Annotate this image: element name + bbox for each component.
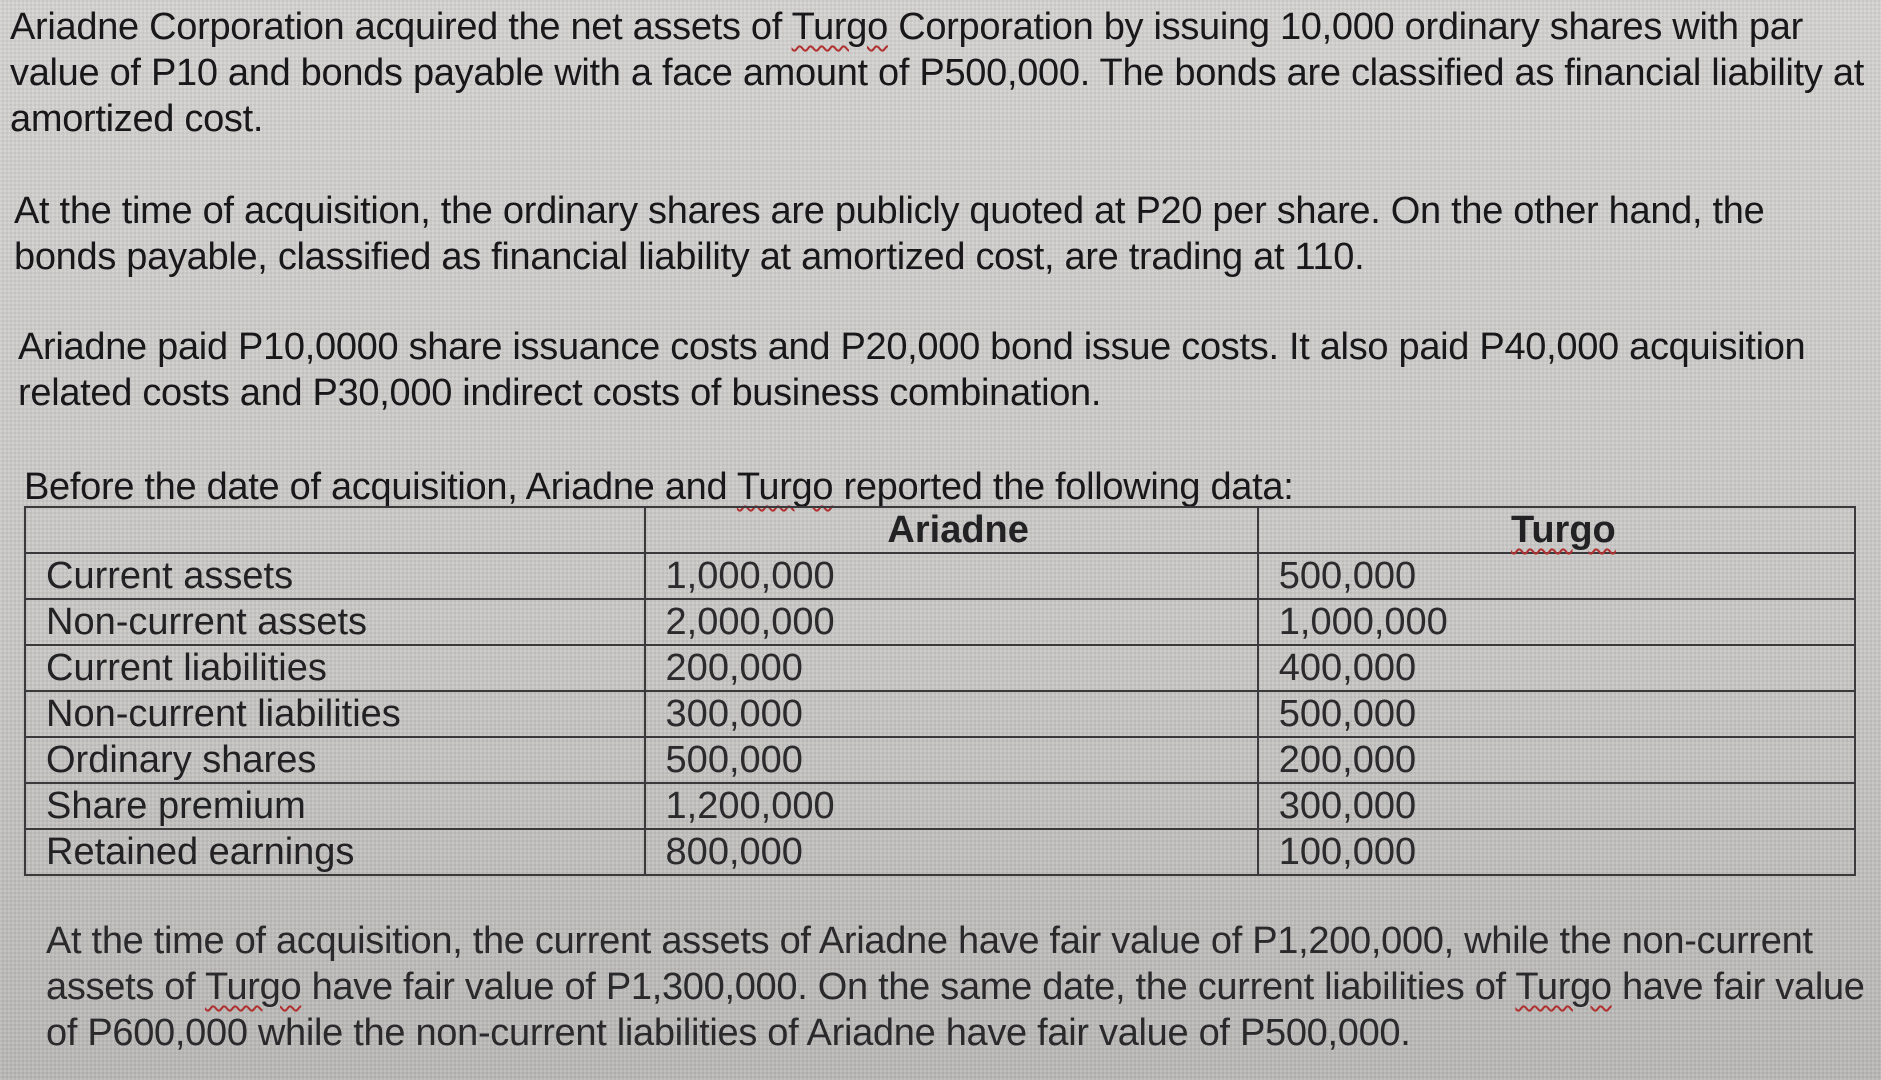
table-row — [25, 691, 1855, 737]
table-row — [25, 783, 1855, 829]
table-row — [25, 737, 1855, 783]
row-label: Current liabilities — [25, 645, 645, 691]
ariadne-value: 500,000 — [645, 737, 1258, 783]
ariadne-value: 200,000 — [645, 645, 1258, 691]
p5-turgo-1: Turgo — [204, 966, 302, 1008]
paragraph-quotes: At the time of acquisition, the ordinary shares are publicly quoted at P20 per share. On the other hand, the bonds payable, classified as financial liability at amortized cost, are trading at 110. — [14, 190, 1765, 278]
p5-turgo-2: Turgo — [1515, 966, 1612, 1008]
row-label: Current assets — [25, 553, 645, 599]
p1-text-before: Ariadne Corporation acquired the net assets of — [10, 6, 792, 48]
ariadne-value: 1,000,000 — [645, 553, 1258, 599]
turgo-value: 500,000 — [1258, 691, 1855, 737]
table-header-row — [25, 507, 1855, 553]
p5-text-c: have fair value of P600,000 while the non-current liabilities of Ariadne have fair value of P500,000. — [46, 966, 1865, 1054]
row-label: Ordinary shares — [25, 737, 645, 783]
turgo-value: 300,000 — [1258, 783, 1855, 829]
p4-text-before: Before the date of acquisition, Ariadne and — [24, 466, 737, 508]
table-row — [25, 645, 1855, 691]
table-row — [25, 553, 1855, 599]
ariadne-value: 300,000 — [645, 691, 1258, 737]
header-ariadne: Ariadne — [645, 507, 1258, 553]
turgo-value: 100,000 — [1258, 829, 1855, 875]
turgo-value: 400,000 — [1258, 645, 1855, 691]
ariadne-value: 1,200,000 — [645, 783, 1258, 829]
paragraph-table-intro — [24, 464, 1424, 510]
header-turgo — [1258, 507, 1855, 553]
paragraph-costs: Ariadne paid P10,0000 share issuance costs and P20,000 bond issue costs. It also paid P40,000 acquisition related costs and P30,000 indirect costs of business combination. — [18, 326, 1806, 414]
p4-turgo: Turgo — [736, 466, 834, 508]
p4-text-after: reported the following data: — [833, 466, 1294, 508]
turgo-value: 500,000 — [1258, 553, 1855, 599]
header-turgo-text: Turgo — [1510, 509, 1616, 551]
p5-text-b: have fair value of P1,300,000. On the same date, the current liabilities of — [301, 966, 1516, 1008]
ariadne-value: 800,000 — [645, 829, 1258, 875]
row-label: Retained earnings — [25, 829, 645, 875]
row-label: Share premium — [25, 783, 645, 829]
row-label: Non-current liabilities — [25, 691, 645, 737]
paragraph-fair-values — [46, 918, 1866, 1056]
p1-turgo: Turgo — [791, 6, 888, 48]
paragraph-acquisition — [10, 4, 1870, 142]
ariadne-value: 2,000,000 — [645, 599, 1258, 645]
table-row — [25, 829, 1855, 875]
p1-text-after: Corporation by issuing 10,000 ordinary shares with par value of P10 and bonds payable with a face amount of P500,000. The bonds are classified as financial liability at amortized cost. — [10, 6, 1864, 140]
turgo-value: 1,000,000 — [1258, 599, 1855, 645]
financial-data-table — [24, 506, 1856, 876]
p5-text-a: At the time of acquisition, the current assets of Ariadne have fair value of P1,200,000, while the non-current assets of — [46, 920, 1813, 1008]
header-blank — [25, 507, 645, 553]
row-label: Non-current assets — [25, 599, 645, 645]
table-row — [25, 599, 1855, 645]
turgo-value: 200,000 — [1258, 737, 1855, 783]
